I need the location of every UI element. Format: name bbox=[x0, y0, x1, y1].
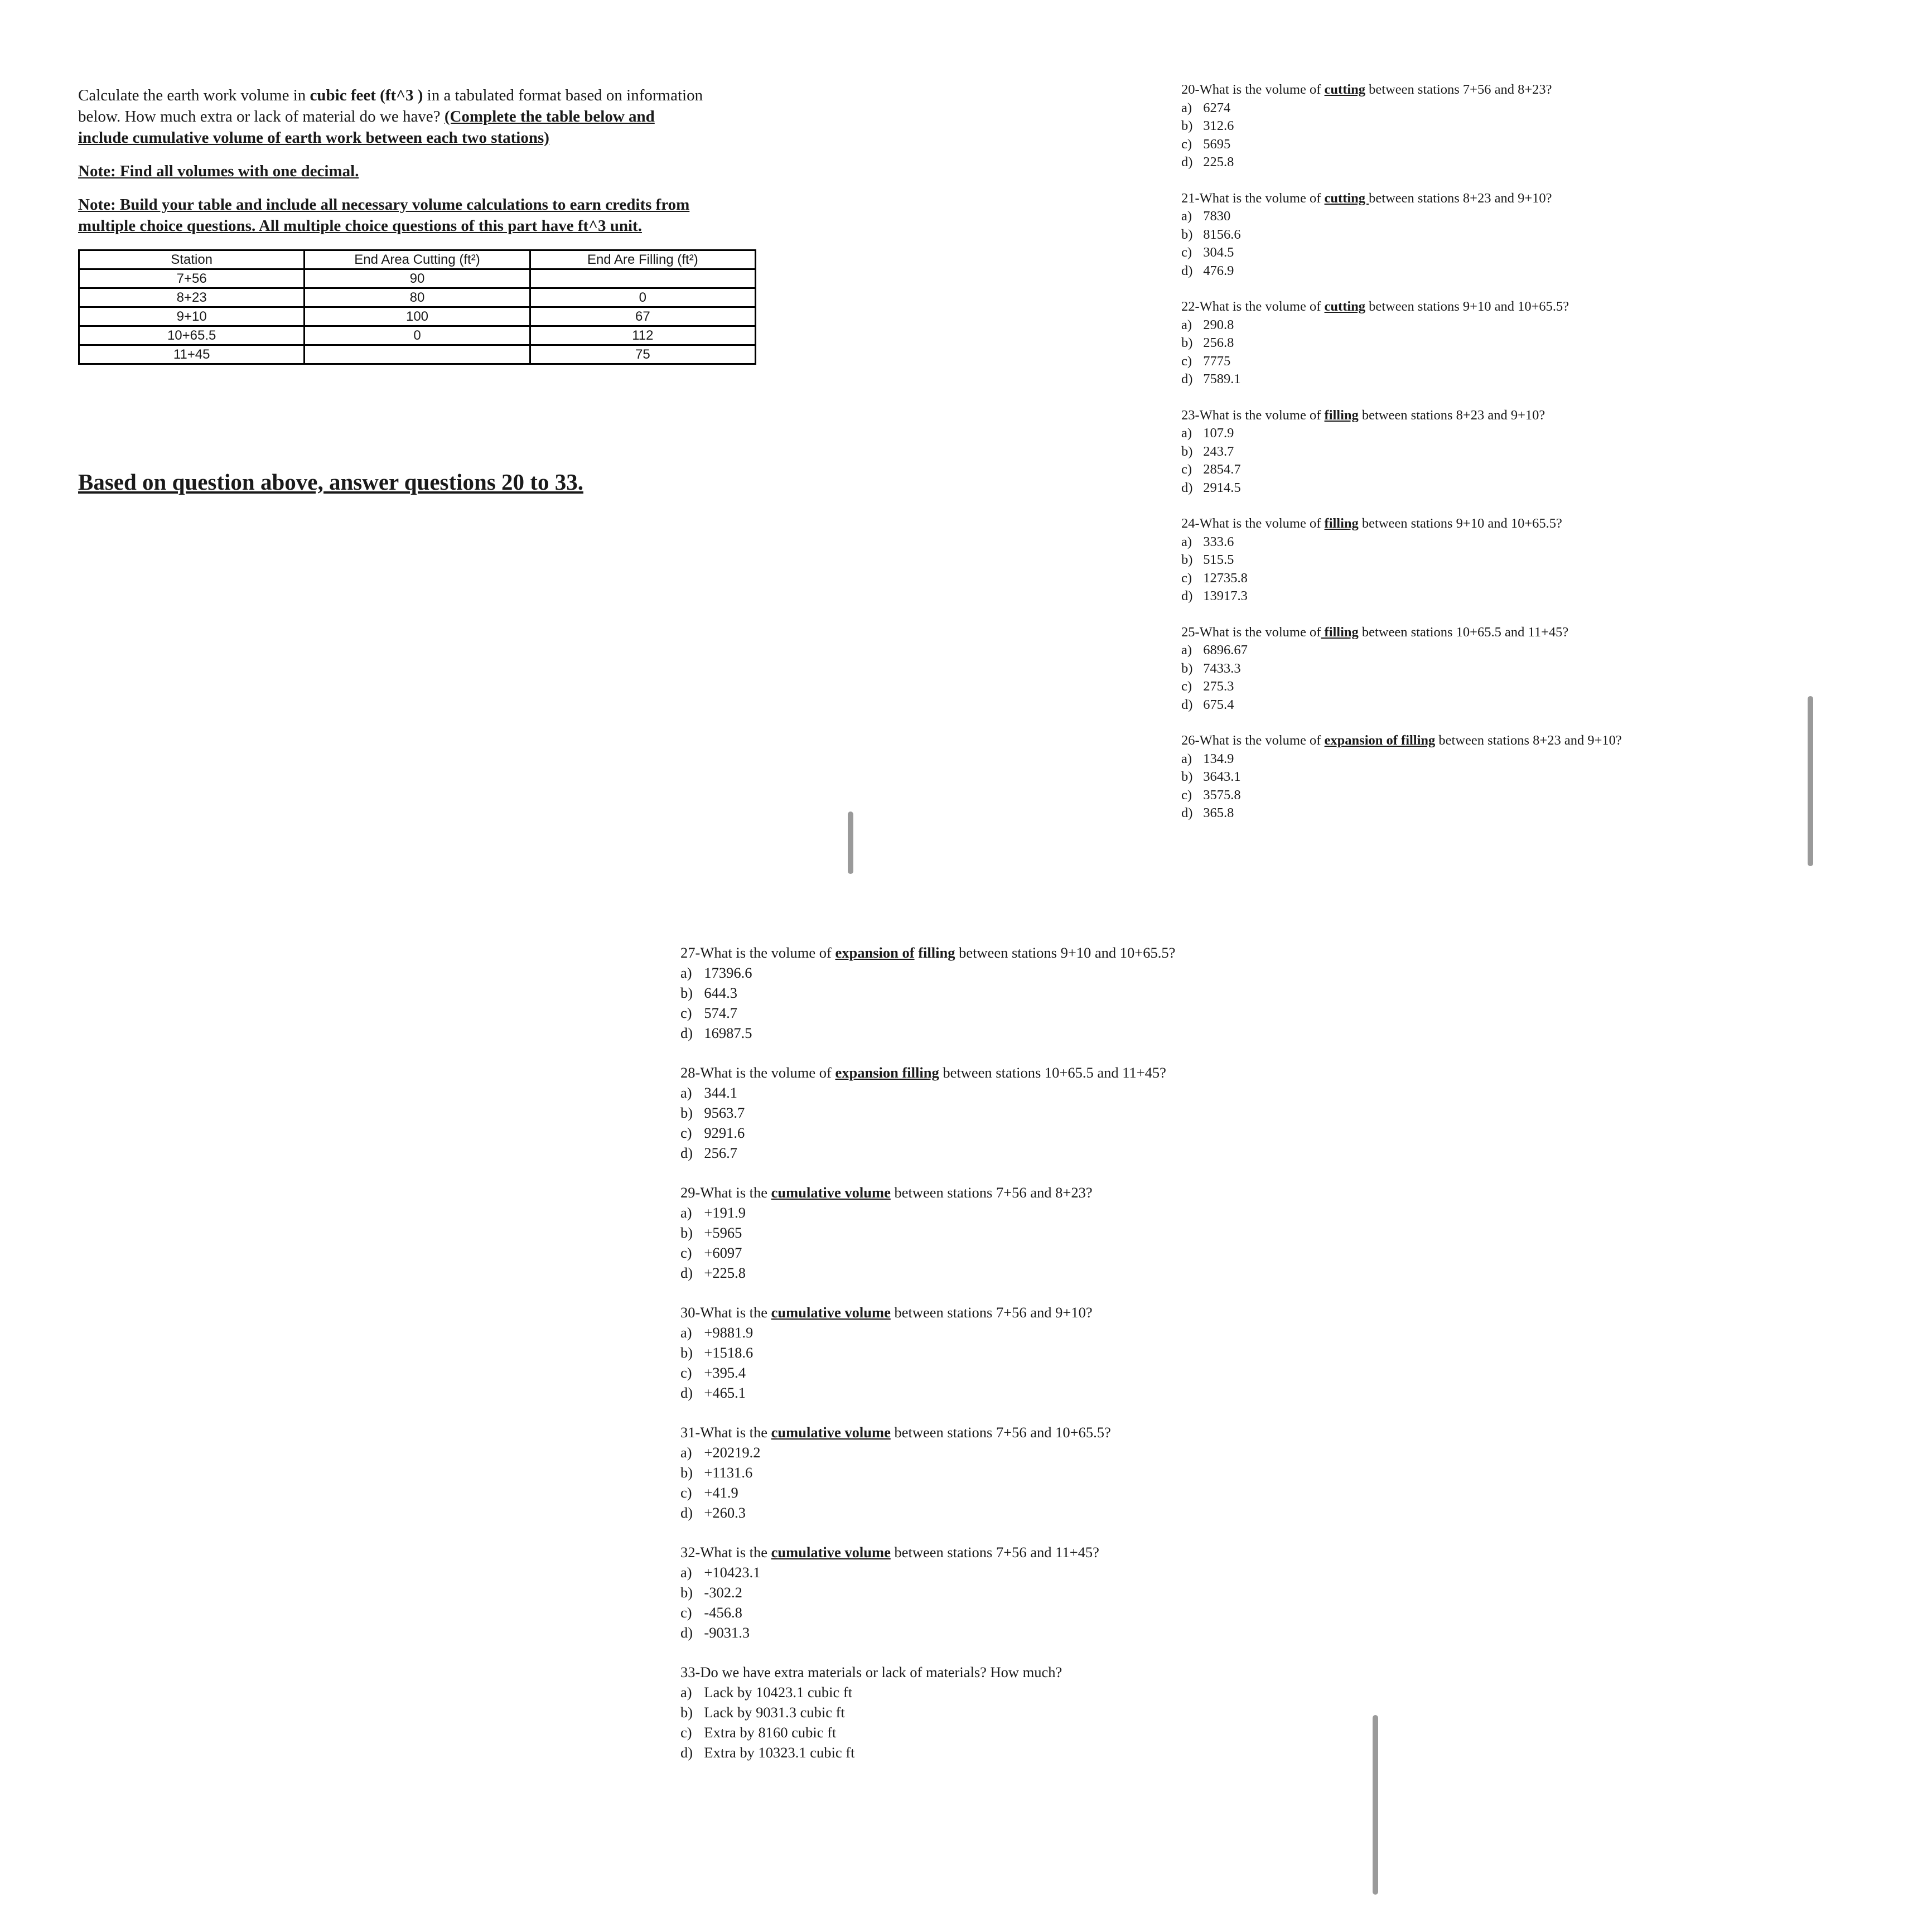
station-cell: 11+45 bbox=[79, 345, 305, 364]
option-value: 3643.1 bbox=[1203, 769, 1241, 784]
intro-text-part: Calculate the earth work volume in bbox=[78, 86, 310, 104]
question-number: 21- bbox=[1181, 190, 1200, 206]
header-end-area-filling: End Are Filling (ft²) bbox=[530, 250, 755, 269]
option-value: 17396.6 bbox=[704, 964, 752, 981]
table-header-row bbox=[79, 250, 756, 269]
option-value: +20219.2 bbox=[704, 1444, 761, 1461]
question-text: Do we have extra materials or lack of materials? How much? bbox=[700, 1664, 1062, 1680]
header-end-area-cutting: End Area Cutting (ft²) bbox=[305, 250, 530, 269]
intro-text-part: below. How much extra or lack of material do we have? bbox=[78, 108, 445, 125]
option-letter: d) bbox=[680, 1504, 693, 1521]
option-value: 574.7 bbox=[704, 1004, 738, 1021]
scrollbar-right[interactable] bbox=[1808, 696, 1813, 866]
option-value: +191.9 bbox=[704, 1204, 746, 1221]
option-value: 256.7 bbox=[704, 1144, 738, 1161]
option-letter: a) bbox=[1181, 209, 1192, 224]
question-number: 26- bbox=[1181, 733, 1200, 748]
question-keyword: expansion of filling bbox=[1324, 733, 1436, 748]
option-value: -456.8 bbox=[704, 1604, 742, 1621]
unit-emphasis: cubic feet (ft^3 ) bbox=[310, 86, 423, 104]
answer-option[interactable] bbox=[1181, 117, 1851, 136]
question-keyword: expansion of bbox=[835, 944, 915, 961]
question-text: What is the volume of bbox=[1199, 733, 1325, 748]
header-station: Station bbox=[79, 250, 305, 269]
answer-option[interactable] bbox=[680, 1622, 1294, 1643]
question-stem bbox=[680, 1662, 1294, 1682]
filling-cell bbox=[530, 269, 755, 288]
answer-option[interactable] bbox=[1181, 569, 1851, 588]
question-text: between stations 10+65.5 and 11+45? bbox=[939, 1064, 1166, 1081]
answer-option[interactable] bbox=[680, 1602, 1294, 1622]
answer-option[interactable] bbox=[1181, 424, 1851, 443]
question-keyword: cutting bbox=[1324, 82, 1366, 97]
option-value: 12735.8 bbox=[1203, 570, 1248, 586]
option-letter: c) bbox=[1181, 353, 1192, 369]
option-letter: b) bbox=[680, 984, 693, 1001]
option-value: -9031.3 bbox=[704, 1624, 750, 1641]
option-letter: c) bbox=[1181, 462, 1192, 477]
option-letter: b) bbox=[680, 1704, 693, 1721]
option-letter: a) bbox=[1181, 534, 1192, 549]
question-stem bbox=[1181, 624, 1851, 642]
option-value: 7433.3 bbox=[1203, 660, 1241, 676]
question-text: What is the volume of bbox=[1199, 624, 1321, 640]
option-value: 3575.8 bbox=[1203, 787, 1241, 803]
option-value: +225.8 bbox=[704, 1264, 746, 1281]
filling-cell: 0 bbox=[530, 288, 755, 307]
question-stem bbox=[680, 1062, 1294, 1083]
question-30 bbox=[680, 1302, 1294, 1403]
question-stem bbox=[680, 1182, 1294, 1202]
question-text: between stations 8+23 and 9+10? bbox=[1369, 190, 1552, 206]
question-keyword: expansion filling bbox=[835, 1064, 939, 1081]
option-letter: b) bbox=[1181, 769, 1193, 784]
answer-option[interactable] bbox=[1181, 153, 1851, 172]
answer-option[interactable] bbox=[1181, 244, 1851, 262]
option-value: 644.3 bbox=[704, 984, 738, 1001]
option-value: +1131.6 bbox=[704, 1464, 753, 1481]
question-keyword: filling bbox=[1321, 624, 1359, 640]
question-text: What is the bbox=[700, 1184, 771, 1201]
intro-text bbox=[78, 85, 770, 236]
question-text: between stations 10+65.5 and 11+45? bbox=[1358, 624, 1569, 640]
option-value: 5695 bbox=[1203, 136, 1231, 152]
question-stem bbox=[680, 1422, 1294, 1442]
option-value: +5965 bbox=[704, 1224, 742, 1241]
intro-line-3 bbox=[78, 127, 770, 148]
answer-option[interactable] bbox=[680, 1363, 1294, 1383]
answer-option[interactable] bbox=[1181, 352, 1851, 371]
question-text: between stations 8+23 and 9+10? bbox=[1358, 407, 1545, 423]
table-row bbox=[79, 288, 756, 307]
question-text: between stations 8+23 and 9+10? bbox=[1435, 733, 1622, 748]
questions-right-column bbox=[1181, 81, 1851, 841]
station-cell: 10+65.5 bbox=[79, 326, 305, 345]
station-cell: 7+56 bbox=[79, 269, 305, 288]
question-keyword: cumulative volume bbox=[771, 1184, 891, 1201]
option-letter: b) bbox=[1181, 335, 1193, 350]
option-value: Lack by 9031.3 cubic ft bbox=[704, 1704, 845, 1721]
option-letter: d) bbox=[1181, 154, 1193, 170]
option-letter: d) bbox=[1181, 588, 1193, 603]
option-letter: b) bbox=[1181, 443, 1193, 459]
option-letter: d) bbox=[1181, 697, 1193, 712]
option-value: +9881.9 bbox=[704, 1324, 754, 1341]
option-value: +10423.1 bbox=[704, 1564, 761, 1581]
option-letter: a) bbox=[680, 1684, 692, 1701]
option-letter: b) bbox=[1181, 552, 1193, 567]
option-letter: a) bbox=[1181, 317, 1192, 332]
option-letter: b) bbox=[680, 1464, 693, 1481]
question-text: What is the volume of bbox=[700, 1064, 835, 1081]
filling-cell: 67 bbox=[530, 307, 755, 326]
answer-option[interactable] bbox=[1181, 316, 1851, 335]
answer-option[interactable] bbox=[680, 983, 1294, 1003]
filling-cell: 112 bbox=[530, 326, 755, 345]
option-value: 9563.7 bbox=[704, 1104, 745, 1121]
option-value: 304.5 bbox=[1203, 245, 1234, 260]
option-value: 6274 bbox=[1203, 100, 1231, 115]
answer-option[interactable] bbox=[680, 1143, 1294, 1163]
option-letter: d) bbox=[680, 1624, 693, 1641]
table-row bbox=[79, 269, 756, 288]
question-text: What is the volume of bbox=[1199, 190, 1325, 206]
option-value: 16987.5 bbox=[704, 1025, 752, 1041]
option-value: 7589.1 bbox=[1203, 371, 1241, 387]
question-text: between stations 7+56 and 10+65.5? bbox=[890, 1424, 1111, 1441]
option-letter: d) bbox=[680, 1025, 693, 1041]
question-21 bbox=[1181, 190, 1851, 281]
option-letter: a) bbox=[1181, 751, 1192, 766]
question-stem bbox=[1181, 407, 1851, 425]
question-text: What is the volume of bbox=[1199, 299, 1325, 314]
question-text: What is the volume of bbox=[1199, 407, 1325, 423]
question-24 bbox=[1181, 515, 1851, 606]
option-letter: d) bbox=[1181, 371, 1193, 387]
option-letter: c) bbox=[680, 1004, 692, 1021]
question-stem bbox=[1181, 515, 1851, 533]
answer-option[interactable] bbox=[680, 1202, 1294, 1223]
question-number: 25- bbox=[1181, 624, 1200, 640]
question-stem bbox=[1181, 732, 1851, 750]
question-text: What is the volume of bbox=[1199, 82, 1325, 97]
question-number: 29- bbox=[680, 1184, 701, 1201]
table-row bbox=[79, 326, 756, 345]
answer-option[interactable] bbox=[1181, 587, 1851, 606]
question-number: 20- bbox=[1181, 82, 1200, 97]
filling-cell: 75 bbox=[530, 345, 755, 364]
scrollbar-bottom[interactable] bbox=[1373, 1715, 1378, 1895]
option-value: 243.7 bbox=[1203, 443, 1234, 459]
answer-option[interactable] bbox=[680, 1682, 1294, 1702]
option-value: 476.9 bbox=[1203, 263, 1234, 278]
option-value: 312.6 bbox=[1203, 118, 1234, 133]
option-letter: d) bbox=[680, 1264, 693, 1281]
question-25 bbox=[1181, 624, 1851, 714]
option-letter: d) bbox=[680, 1384, 693, 1401]
question-text: between stations 7+56 and 11+45? bbox=[890, 1544, 1099, 1561]
answer-option[interactable] bbox=[680, 1322, 1294, 1342]
answer-option[interactable] bbox=[680, 1223, 1294, 1243]
answer-option[interactable] bbox=[1181, 750, 1851, 769]
option-value: 6896.67 bbox=[1203, 643, 1248, 658]
option-value: 290.8 bbox=[1203, 317, 1234, 332]
option-letter: c) bbox=[680, 1484, 692, 1501]
question-stem bbox=[680, 1542, 1294, 1562]
answer-option[interactable] bbox=[680, 1742, 1294, 1762]
answer-option[interactable] bbox=[680, 1123, 1294, 1143]
option-letter: b) bbox=[680, 1104, 693, 1121]
question-number: 23- bbox=[1181, 407, 1200, 423]
instruction-emphasis: include cumulative volume of earth work between each two stations) bbox=[78, 129, 549, 147]
option-letter: c) bbox=[1181, 570, 1192, 586]
option-value: 13917.3 bbox=[1203, 588, 1248, 603]
option-letter: b) bbox=[680, 1584, 693, 1601]
option-value: 333.6 bbox=[1203, 534, 1234, 549]
cutting-cell: 90 bbox=[305, 269, 530, 288]
option-value: +465.1 bbox=[704, 1384, 746, 1401]
answer-option[interactable] bbox=[680, 963, 1294, 983]
option-letter: d) bbox=[680, 1744, 693, 1761]
question-text: between stations 9+10 and 10+65.5? bbox=[955, 944, 1176, 961]
option-letter: d) bbox=[680, 1144, 693, 1161]
option-letter: d) bbox=[1181, 263, 1193, 278]
answer-option[interactable] bbox=[1181, 786, 1851, 805]
option-letter: a) bbox=[680, 1324, 692, 1341]
answer-option[interactable] bbox=[680, 1083, 1294, 1103]
question-20 bbox=[1181, 81, 1851, 172]
option-letter: a) bbox=[680, 1084, 692, 1101]
option-value: Extra by 10323.1 cubic ft bbox=[704, 1744, 855, 1761]
answer-option[interactable] bbox=[680, 1722, 1294, 1742]
option-letter: c) bbox=[680, 1604, 692, 1621]
answer-option[interactable] bbox=[680, 1023, 1294, 1043]
question-28 bbox=[680, 1062, 1294, 1163]
option-value: 8156.6 bbox=[1203, 226, 1241, 242]
option-letter: b) bbox=[680, 1344, 693, 1361]
option-value: Extra by 8160 cubic ft bbox=[704, 1724, 837, 1741]
option-letter: b) bbox=[1181, 660, 1193, 676]
option-letter: a) bbox=[1181, 100, 1192, 115]
option-value: +1518.6 bbox=[704, 1344, 754, 1361]
option-value: +41.9 bbox=[704, 1484, 738, 1501]
option-value: 7775 bbox=[1203, 353, 1231, 369]
question-number: 31- bbox=[680, 1424, 701, 1441]
questions-center-column bbox=[680, 943, 1294, 1782]
question-32 bbox=[680, 1542, 1294, 1643]
option-letter: c) bbox=[680, 1244, 692, 1261]
note-build-table-line-2: multiple choice questions. All multiple choice questions of this part have ft^3 unit. bbox=[78, 217, 642, 235]
answer-option[interactable] bbox=[1181, 660, 1851, 678]
option-letter: c) bbox=[1181, 245, 1192, 260]
question-keyword: cumulative volume bbox=[771, 1304, 891, 1321]
question-31 bbox=[680, 1422, 1294, 1523]
option-value: +395.4 bbox=[704, 1364, 746, 1381]
question-keyword: cumulative volume bbox=[771, 1544, 891, 1561]
option-value: 134.9 bbox=[1203, 751, 1234, 766]
option-letter: c) bbox=[1181, 136, 1192, 152]
option-value: 344.1 bbox=[704, 1084, 738, 1101]
based-on-heading: Based on question above, answer questions 20 to 33. bbox=[78, 469, 583, 495]
cutting-cell: 0 bbox=[305, 326, 530, 345]
question-stem bbox=[680, 1302, 1294, 1322]
option-value: 515.5 bbox=[1203, 552, 1234, 567]
question-text: What is the volume of bbox=[1199, 516, 1325, 531]
option-letter: c) bbox=[680, 1364, 692, 1381]
question-keyword: filling bbox=[1324, 407, 1359, 423]
answer-option[interactable] bbox=[1181, 443, 1851, 461]
note-one-decimal: Note: Find all volumes with one decimal. bbox=[78, 162, 359, 180]
option-value: +260.3 bbox=[704, 1504, 746, 1521]
question-stem bbox=[1181, 298, 1851, 316]
answer-option[interactable] bbox=[1181, 99, 1851, 118]
option-letter: b) bbox=[680, 1224, 693, 1241]
option-letter: a) bbox=[680, 964, 692, 981]
answer-option[interactable] bbox=[1181, 136, 1851, 154]
answer-option[interactable] bbox=[1181, 641, 1851, 660]
option-letter: a) bbox=[1181, 426, 1192, 441]
answer-option[interactable] bbox=[680, 1582, 1294, 1602]
option-letter: a) bbox=[680, 1564, 692, 1581]
option-value: 2854.7 bbox=[1203, 462, 1241, 477]
question-number: 30- bbox=[680, 1304, 701, 1321]
answer-option[interactable] bbox=[680, 1562, 1294, 1582]
cutting-cell: 80 bbox=[305, 288, 530, 307]
answer-option[interactable] bbox=[680, 1003, 1294, 1023]
question-keyword-2: filling bbox=[914, 944, 955, 961]
option-value: -302.2 bbox=[704, 1584, 742, 1601]
option-value: 7830 bbox=[1203, 209, 1231, 224]
question-keyword: cutting bbox=[1324, 190, 1369, 206]
answer-option[interactable] bbox=[1181, 226, 1851, 244]
question-number: 22- bbox=[1181, 299, 1200, 314]
answer-option[interactable] bbox=[680, 1263, 1294, 1283]
answer-option[interactable] bbox=[1181, 262, 1851, 281]
instruction-emphasis: (Complete the table below and bbox=[444, 108, 655, 125]
question-22 bbox=[1181, 298, 1851, 389]
answer-option[interactable] bbox=[680, 1103, 1294, 1123]
question-26 bbox=[1181, 732, 1851, 823]
option-value: 107.9 bbox=[1203, 426, 1234, 441]
question-stem bbox=[680, 943, 1294, 963]
question-number: 27- bbox=[680, 944, 701, 961]
station-cell: 8+23 bbox=[79, 288, 305, 307]
question-27 bbox=[680, 943, 1294, 1043]
note-build-table-line-1: Note: Build your table and include all necessary volume calculations to earn credits from bbox=[78, 196, 690, 214]
question-number: 33- bbox=[680, 1664, 701, 1680]
question-text: What is the bbox=[700, 1304, 771, 1321]
option-letter: d) bbox=[1181, 480, 1193, 495]
option-letter: c) bbox=[1181, 787, 1192, 803]
answer-option[interactable] bbox=[1181, 768, 1851, 786]
question-text: between stations 9+10 and 10+65.5? bbox=[1358, 516, 1562, 531]
answer-option[interactable] bbox=[1181, 533, 1851, 552]
option-value: 225.8 bbox=[1203, 154, 1234, 170]
question-number: 24- bbox=[1181, 516, 1200, 531]
table-row bbox=[79, 307, 756, 326]
answer-option[interactable] bbox=[1181, 370, 1851, 389]
question-33 bbox=[680, 1662, 1294, 1762]
question-stem bbox=[1181, 81, 1851, 99]
question-keyword: cutting bbox=[1324, 299, 1366, 314]
question-text: between stations 7+56 and 8+23? bbox=[1365, 82, 1552, 97]
scrollbar-left[interactable] bbox=[848, 812, 853, 874]
option-letter: a) bbox=[680, 1444, 692, 1461]
answer-option[interactable] bbox=[1181, 804, 1851, 823]
answer-option[interactable] bbox=[680, 1442, 1294, 1462]
answer-option[interactable] bbox=[680, 1702, 1294, 1722]
option-value: 365.8 bbox=[1203, 805, 1234, 820]
option-value: Lack by 10423.1 cubic ft bbox=[704, 1684, 853, 1701]
cutting-cell bbox=[305, 345, 530, 364]
answer-option[interactable] bbox=[1181, 461, 1851, 479]
option-letter: d) bbox=[1181, 805, 1193, 820]
question-text: between stations 7+56 and 9+10? bbox=[890, 1304, 1093, 1321]
option-letter: b) bbox=[1181, 226, 1193, 242]
question-text: between stations 7+56 and 8+23? bbox=[890, 1184, 1093, 1201]
option-value: +6097 bbox=[704, 1244, 742, 1261]
question-number: 28- bbox=[680, 1064, 701, 1081]
answer-option[interactable] bbox=[680, 1503, 1294, 1523]
station-area-table bbox=[78, 249, 756, 365]
question-number: 32- bbox=[680, 1544, 701, 1561]
intro-text-part: in a tabulated format based on information bbox=[423, 86, 703, 104]
cutting-cell: 100 bbox=[305, 307, 530, 326]
option-value: 9291.6 bbox=[704, 1124, 745, 1141]
option-value: 2914.5 bbox=[1203, 480, 1241, 495]
question-text: What is the volume of bbox=[700, 944, 835, 961]
option-value: 675.4 bbox=[1203, 697, 1234, 712]
answer-option[interactable] bbox=[1181, 678, 1851, 696]
question-text: between stations 9+10 and 10+65.5? bbox=[1365, 299, 1569, 314]
answer-option[interactable] bbox=[680, 1462, 1294, 1482]
intro-line-1 bbox=[78, 85, 770, 106]
intro-line-2 bbox=[78, 106, 770, 127]
option-letter: a) bbox=[680, 1204, 692, 1221]
option-letter: a) bbox=[1181, 643, 1192, 658]
answer-option[interactable] bbox=[680, 1482, 1294, 1503]
question-keyword: cumulative volume bbox=[771, 1424, 891, 1441]
question-stem bbox=[1181, 190, 1851, 208]
answer-option[interactable] bbox=[1181, 479, 1851, 498]
question-text: What is the bbox=[700, 1544, 771, 1561]
table-row bbox=[79, 345, 756, 364]
answer-option[interactable] bbox=[680, 1383, 1294, 1403]
question-keyword: filling bbox=[1324, 516, 1359, 531]
question-29 bbox=[680, 1182, 1294, 1283]
option-letter: c) bbox=[680, 1124, 692, 1141]
station-cell: 9+10 bbox=[79, 307, 305, 326]
option-letter: c) bbox=[1181, 679, 1192, 694]
option-letter: b) bbox=[1181, 118, 1193, 133]
answer-option[interactable] bbox=[1181, 334, 1851, 352]
option-letter: c) bbox=[680, 1724, 692, 1741]
option-value: 256.8 bbox=[1203, 335, 1234, 350]
option-value: 275.3 bbox=[1203, 679, 1234, 694]
answer-option[interactable] bbox=[1181, 207, 1851, 226]
answer-option[interactable] bbox=[1181, 551, 1851, 569]
answer-option[interactable] bbox=[1181, 696, 1851, 714]
answer-option[interactable] bbox=[680, 1243, 1294, 1263]
question-text: What is the bbox=[700, 1424, 771, 1441]
question-23 bbox=[1181, 407, 1851, 498]
answer-option[interactable] bbox=[680, 1342, 1294, 1363]
